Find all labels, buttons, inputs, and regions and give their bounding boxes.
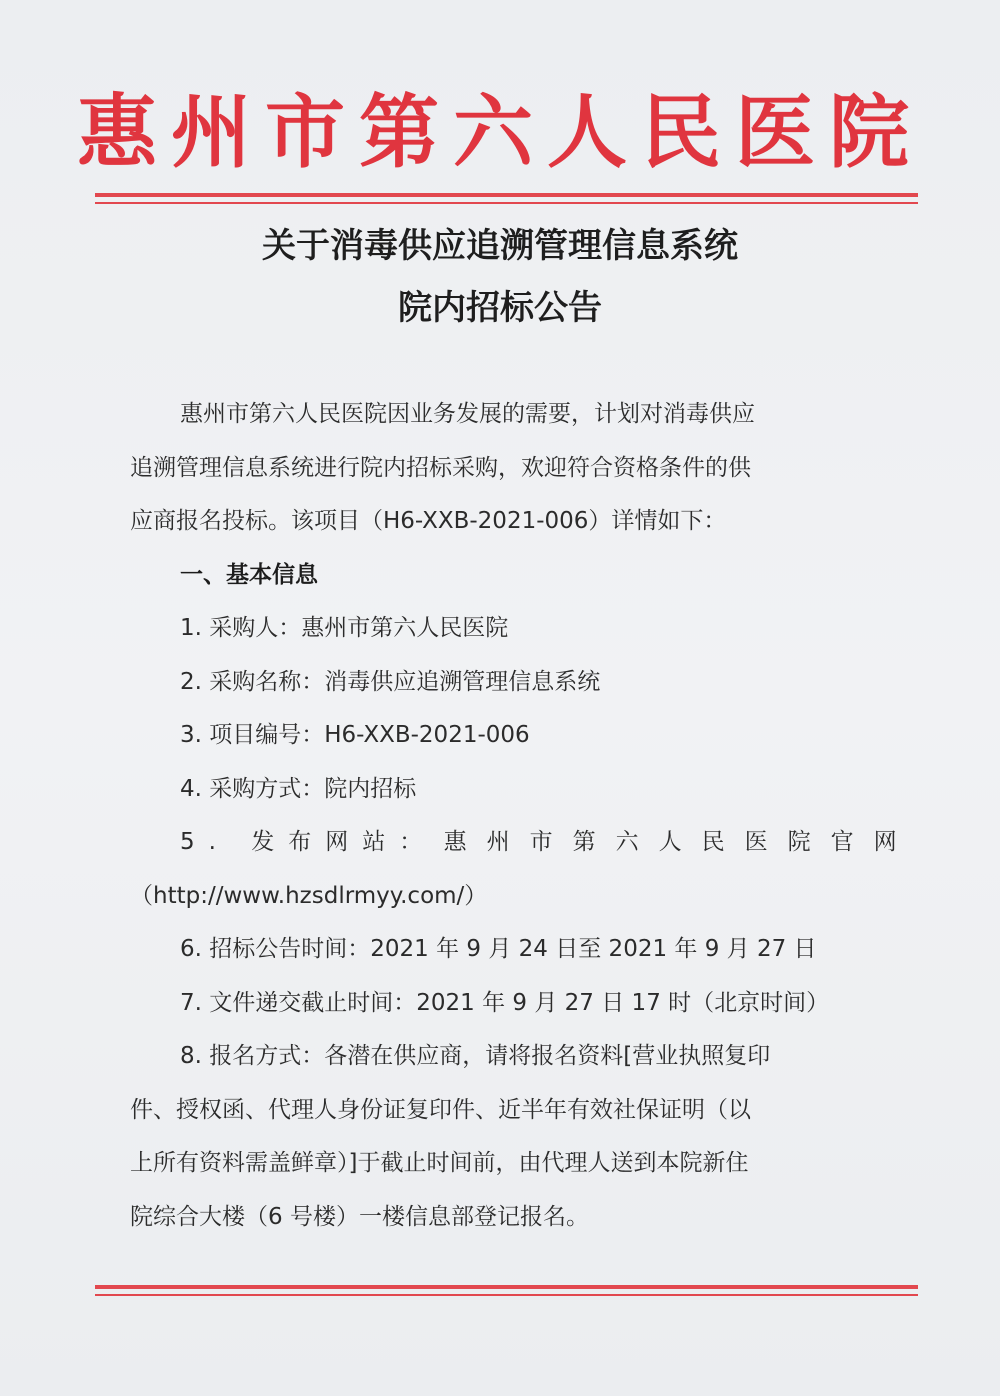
intro-line: 惠州市第六人民医院因业务发展的需要，计划对消毒供应: [180, 401, 755, 427]
section-heading: 一、基本信息: [180, 561, 318, 588]
footer-rule-thick: [95, 1285, 918, 1289]
info-item: 8. 报名方式：各潜在供应商，请将报名资料[营业执照复印: [180, 1043, 771, 1069]
info-item-continued: 上所有资料需盖鲜章）]于截止时间前，由代理人送到本院新住: [130, 1150, 749, 1176]
org-name-header: 惠州市第六人民医院: [77, 85, 923, 179]
notice-title-line2: 院内招标公告: [398, 288, 602, 328]
info-item-website: [130, 816, 917, 870]
header-rule-thick: [95, 193, 918, 197]
info-item-continued: 院综合大楼（6 号楼）一楼信息部登记报名。: [130, 1203, 589, 1230]
intro-line: 应商报名投标。该项目（H6-XXB-2021-006）详情如下：: [130, 508, 727, 534]
info-item-continued: 件、授权函、代理人身份证复印件、近半年有效社保证明（以: [130, 1096, 751, 1123]
info-item: 6. 招标公告时间：2021 年 9 月 24 日至 2021 年 9 月 27 日: [180, 936, 817, 962]
info-item: 4. 采购方式：院内招标: [180, 775, 417, 802]
website-name: 惠州市第六人民医院官网: [443, 829, 917, 855]
header-rule-thin: [95, 202, 918, 204]
info-item: 2. 采购名称：消毒供应追溯管理信息系统: [180, 668, 601, 695]
website-url: （http://www.hzsdlrmyy.com/）: [130, 882, 488, 909]
notice-title-line1: 关于消毒供应追溯管理信息系统: [262, 226, 738, 266]
info-item: 7. 文件递交截止时间：2021 年 9 月 27 日 17 时（北京时间）: [180, 989, 830, 1016]
info-item: 3. 项目编号：H6-XXB-2021-006: [180, 722, 530, 748]
intro-line: 追溯管理信息系统进行院内招标采购，欢迎符合资格条件的供: [130, 454, 751, 481]
footer-rule-thin: [95, 1294, 918, 1296]
website-label: 5. 发布网站：: [180, 829, 437, 855]
notice-body: [130, 388, 917, 1244]
info-item: 1. 采购人：惠州市第六人民医院: [180, 615, 509, 641]
